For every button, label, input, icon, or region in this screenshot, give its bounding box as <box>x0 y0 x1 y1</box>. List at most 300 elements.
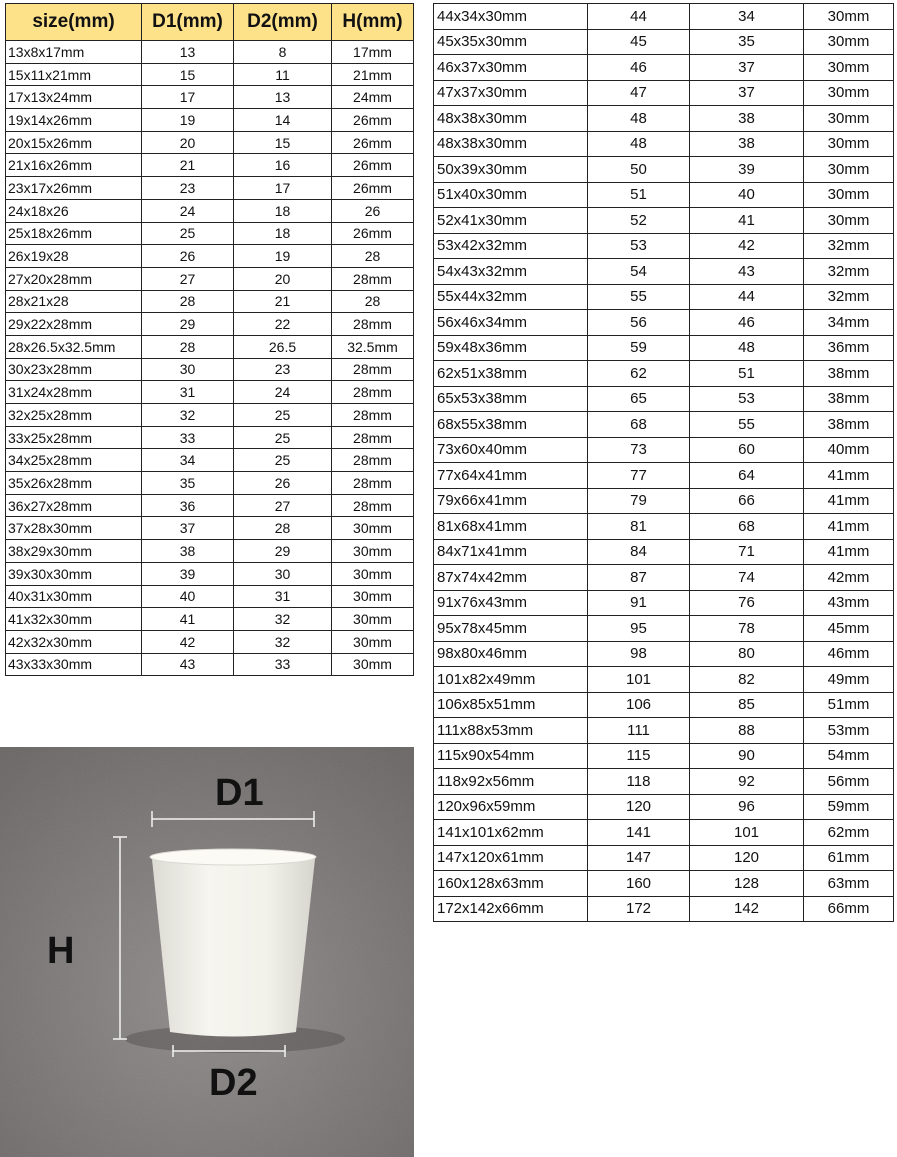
size-cell: 52x41x30mm <box>434 208 588 234</box>
size-cell: 20x15x26mm <box>6 131 142 154</box>
h-cell: 54mm <box>804 743 894 769</box>
h-cell: 28 <box>332 290 414 313</box>
h-cell: 30mm <box>332 517 414 540</box>
left-size-table <box>5 3 414 676</box>
h-cell: 56mm <box>804 769 894 795</box>
size-cell: 62x51x38mm <box>434 361 588 387</box>
d1-cell: 160 <box>588 871 690 897</box>
h-cell: 38mm <box>804 386 894 412</box>
d1-cell: 31 <box>142 381 234 404</box>
size-cell: 30x23x28mm <box>6 358 142 381</box>
table-row <box>6 199 414 222</box>
d1-cell: 23 <box>142 177 234 200</box>
table-row <box>6 41 414 64</box>
table-row <box>434 55 894 81</box>
size-cell: 19x14x26mm <box>6 109 142 132</box>
d1-cell: 59 <box>588 335 690 361</box>
d2-cell: 29 <box>234 540 332 563</box>
d2-cell: 25 <box>234 426 332 449</box>
table-row <box>434 871 894 897</box>
size-cell: 42x32x30mm <box>6 630 142 653</box>
table-row <box>434 565 894 591</box>
d2-cell: 120 <box>690 845 804 871</box>
size-cell: 147x120x61mm <box>434 845 588 871</box>
size-cell: 40x31x30mm <box>6 585 142 608</box>
d2-cell: 8 <box>234 41 332 64</box>
stopper-diagram <box>0 747 414 1157</box>
h-cell: 28mm <box>332 449 414 472</box>
size-cell: 31x24x28mm <box>6 381 142 404</box>
size-cell: 84x71x41mm <box>434 539 588 565</box>
h-cell: 32mm <box>804 284 894 310</box>
table-row <box>6 653 414 676</box>
d2-cell: 31 <box>234 585 332 608</box>
h-cell: 38mm <box>804 412 894 438</box>
table-row <box>6 86 414 109</box>
h-cell: 32mm <box>804 233 894 259</box>
table-row <box>434 157 894 183</box>
table-row <box>434 412 894 438</box>
d1-cell: 98 <box>588 641 690 667</box>
table-row <box>6 313 414 336</box>
size-cell: 13x8x17mm <box>6 41 142 64</box>
h-cell: 26mm <box>332 177 414 200</box>
h-cell: 24mm <box>332 86 414 109</box>
d2-cell: 25 <box>234 404 332 427</box>
d1-cell: 95 <box>588 616 690 642</box>
d1-cell: 20 <box>142 131 234 154</box>
h-cell: 59mm <box>804 794 894 820</box>
d1-label: D1 <box>215 772 264 814</box>
d2-cell: 33 <box>234 653 332 676</box>
table-row <box>434 437 894 463</box>
d2-cell: 96 <box>690 794 804 820</box>
table-row <box>434 310 894 336</box>
table-row <box>6 472 414 495</box>
d1-cell: 62 <box>588 361 690 387</box>
table-row <box>6 608 414 631</box>
d2-cell: 53 <box>690 386 804 412</box>
right-size-table <box>433 3 894 922</box>
h-cell: 28mm <box>332 381 414 404</box>
d2-cell: 15 <box>234 131 332 154</box>
h-cell: 30mm <box>332 653 414 676</box>
d2-cell: 35 <box>690 29 804 55</box>
h-cell: 21mm <box>332 63 414 86</box>
table-row <box>434 208 894 234</box>
size-cell: 46x37x30mm <box>434 55 588 81</box>
h-cell: 30mm <box>804 80 894 106</box>
size-cell: 118x92x56mm <box>434 769 588 795</box>
d2-cell: 68 <box>690 514 804 540</box>
table-row <box>6 267 414 290</box>
h-cell: 30mm <box>804 29 894 55</box>
h-cell: 46mm <box>804 641 894 667</box>
d2-cell: 74 <box>690 565 804 591</box>
table-row <box>6 381 414 404</box>
d2-cell: 23 <box>234 358 332 381</box>
table-row <box>434 845 894 871</box>
table-row <box>434 361 894 387</box>
d1-cell: 73 <box>588 437 690 463</box>
d1-cell: 53 <box>588 233 690 259</box>
h-cell: 36mm <box>804 335 894 361</box>
h-cell: 26 <box>332 199 414 222</box>
h-cell: 41mm <box>804 463 894 489</box>
table-row <box>6 494 414 517</box>
size-cell: 48x38x30mm <box>434 106 588 132</box>
d2-cell: 32 <box>234 608 332 631</box>
d2-cell: 16 <box>234 154 332 177</box>
header-h: H(mm) <box>332 4 414 41</box>
d2-cell: 41 <box>690 208 804 234</box>
size-cell: 54x43x32mm <box>434 259 588 285</box>
h-cell: 30mm <box>804 4 894 30</box>
d1-cell: 91 <box>588 590 690 616</box>
size-cell: 59x48x36mm <box>434 335 588 361</box>
d2-cell: 82 <box>690 667 804 693</box>
size-cell: 106x85x51mm <box>434 692 588 718</box>
size-cell: 25x18x26mm <box>6 222 142 245</box>
d1-cell: 101 <box>588 667 690 693</box>
h-cell: 40mm <box>804 437 894 463</box>
size-cell: 68x55x38mm <box>434 412 588 438</box>
d2-cell: 26 <box>234 472 332 495</box>
size-cell: 56x46x34mm <box>434 310 588 336</box>
table-row <box>6 290 414 313</box>
d1-cell: 141 <box>588 820 690 846</box>
stopper-top-rim <box>150 849 316 865</box>
d2-cell: 19 <box>234 245 332 268</box>
h-cell: 28 <box>332 245 414 268</box>
header-size: size(mm) <box>6 4 142 41</box>
table-row <box>6 358 414 381</box>
d1-cell: 33 <box>142 426 234 449</box>
d1-cell: 81 <box>588 514 690 540</box>
d1-cell: 35 <box>142 472 234 495</box>
d2-cell: 34 <box>690 4 804 30</box>
d2-cell: 71 <box>690 539 804 565</box>
h-cell: 26mm <box>332 154 414 177</box>
d2-cell: 32 <box>234 630 332 653</box>
h-cell: 62mm <box>804 820 894 846</box>
d2-cell: 24 <box>234 381 332 404</box>
h-cell: 30mm <box>332 630 414 653</box>
size-cell: 45x35x30mm <box>434 29 588 55</box>
table-row <box>434 692 894 718</box>
table-row <box>434 80 894 106</box>
table-row <box>434 896 894 922</box>
size-cell: 44x34x30mm <box>434 4 588 30</box>
table-row <box>6 585 414 608</box>
size-cell: 27x20x28mm <box>6 267 142 290</box>
h-cell: 28mm <box>332 404 414 427</box>
h-cell: 30mm <box>804 106 894 132</box>
size-cell: 65x53x38mm <box>434 386 588 412</box>
d2-cell: 25 <box>234 449 332 472</box>
d1-cell: 17 <box>142 86 234 109</box>
table-header-row <box>6 4 414 41</box>
h-cell: 26mm <box>332 131 414 154</box>
size-cell: 47x37x30mm <box>434 80 588 106</box>
h-cell: 32.5mm <box>332 335 414 358</box>
table-row <box>434 463 894 489</box>
d2-cell: 18 <box>234 222 332 245</box>
d1-cell: 26 <box>142 245 234 268</box>
table-row <box>434 131 894 157</box>
d1-cell: 42 <box>142 630 234 653</box>
h-cell: 30mm <box>804 131 894 157</box>
size-cell: 28x26.5x32.5mm <box>6 335 142 358</box>
h-cell: 41mm <box>804 488 894 514</box>
d2-cell: 11 <box>234 63 332 86</box>
d2-cell: 37 <box>690 55 804 81</box>
d2-cell: 46 <box>690 310 804 336</box>
d1-cell: 36 <box>142 494 234 517</box>
stopper-body <box>152 859 315 1037</box>
left-table-body <box>6 41 414 676</box>
size-cell: 98x80x46mm <box>434 641 588 667</box>
table-row <box>434 335 894 361</box>
h-cell: 63mm <box>804 871 894 897</box>
d1-cell: 111 <box>588 718 690 744</box>
h-cell: 42mm <box>804 565 894 591</box>
d2-cell: 44 <box>690 284 804 310</box>
d1-cell: 46 <box>588 55 690 81</box>
d1-cell: 147 <box>588 845 690 871</box>
h-cell: 30mm <box>332 608 414 631</box>
d2-cell: 21 <box>234 290 332 313</box>
h-cell: 28mm <box>332 472 414 495</box>
d2-cell: 43 <box>690 259 804 285</box>
d1-cell: 38 <box>142 540 234 563</box>
d2-cell: 60 <box>690 437 804 463</box>
d1-cell: 37 <box>142 517 234 540</box>
table-row <box>6 131 414 154</box>
d2-cell: 42 <box>690 233 804 259</box>
h-cell: 32mm <box>804 259 894 285</box>
h-cell: 34mm <box>804 310 894 336</box>
size-cell: 160x128x63mm <box>434 871 588 897</box>
d1-cell: 28 <box>142 335 234 358</box>
size-cell: 35x26x28mm <box>6 472 142 495</box>
header-d1: D1(mm) <box>142 4 234 41</box>
table-row <box>434 29 894 55</box>
table-row <box>6 109 414 132</box>
size-cell: 79x66x41mm <box>434 488 588 514</box>
d2-cell: 14 <box>234 109 332 132</box>
size-cell: 91x76x43mm <box>434 590 588 616</box>
d2-cell: 76 <box>690 590 804 616</box>
size-cell: 23x17x26mm <box>6 177 142 200</box>
size-cell: 115x90x54mm <box>434 743 588 769</box>
d1-cell: 106 <box>588 692 690 718</box>
d1-cell: 40 <box>142 585 234 608</box>
table-row <box>6 222 414 245</box>
h-cell: 28mm <box>332 494 414 517</box>
d1-cell: 52 <box>588 208 690 234</box>
header-d2: D2(mm) <box>234 4 332 41</box>
d1-cell: 24 <box>142 199 234 222</box>
d1-cell: 84 <box>588 539 690 565</box>
d2-cell: 92 <box>690 769 804 795</box>
d1-cell: 120 <box>588 794 690 820</box>
size-cell: 15x11x21mm <box>6 63 142 86</box>
table-row <box>434 616 894 642</box>
d2-cell: 38 <box>690 131 804 157</box>
d1-cell: 27 <box>142 267 234 290</box>
d2-cell: 27 <box>234 494 332 517</box>
h-cell: 45mm <box>804 616 894 642</box>
table-row <box>6 335 414 358</box>
h-cell: 38mm <box>804 361 894 387</box>
size-cell: 81x68x41mm <box>434 514 588 540</box>
h-cell: 41mm <box>804 514 894 540</box>
h-cell: 30mm <box>804 157 894 183</box>
table-row <box>434 514 894 540</box>
d2-cell: 55 <box>690 412 804 438</box>
d2-cell: 142 <box>690 896 804 922</box>
size-cell: 55x44x32mm <box>434 284 588 310</box>
table-row <box>434 386 894 412</box>
size-cell: 73x60x40mm <box>434 437 588 463</box>
h-cell: 28mm <box>332 358 414 381</box>
h-cell: 30mm <box>804 208 894 234</box>
d1-cell: 39 <box>142 562 234 585</box>
d2-cell: 22 <box>234 313 332 336</box>
table-row <box>6 540 414 563</box>
d1-cell: 32 <box>142 404 234 427</box>
table-row <box>434 743 894 769</box>
table-row <box>6 517 414 540</box>
size-cell: 24x18x26 <box>6 199 142 222</box>
d1-cell: 48 <box>588 131 690 157</box>
size-cell: 50x39x30mm <box>434 157 588 183</box>
size-cell: 39x30x30mm <box>6 562 142 585</box>
d1-cell: 15 <box>142 63 234 86</box>
table-row <box>434 641 894 667</box>
d2-cell: 13 <box>234 86 332 109</box>
size-cell: 32x25x28mm <box>6 404 142 427</box>
d2-cell: 78 <box>690 616 804 642</box>
d1-cell: 28 <box>142 290 234 313</box>
size-cell: 95x78x45mm <box>434 616 588 642</box>
d1-cell: 68 <box>588 412 690 438</box>
d2-cell: 128 <box>690 871 804 897</box>
d1-cell: 48 <box>588 106 690 132</box>
table-row <box>6 177 414 200</box>
h-cell: 53mm <box>804 718 894 744</box>
d1-cell: 44 <box>588 4 690 30</box>
size-cell: 53x42x32mm <box>434 233 588 259</box>
table-row <box>434 590 894 616</box>
d1-cell: 77 <box>588 463 690 489</box>
size-cell: 37x28x30mm <box>6 517 142 540</box>
d1-cell: 118 <box>588 769 690 795</box>
d2-cell: 88 <box>690 718 804 744</box>
d1-cell: 25 <box>142 222 234 245</box>
h-cell: 26mm <box>332 109 414 132</box>
h-cell: 66mm <box>804 896 894 922</box>
size-cell: 17x13x24mm <box>6 86 142 109</box>
d2-cell: 20 <box>234 267 332 290</box>
d1-cell: 13 <box>142 41 234 64</box>
size-cell: 111x88x53mm <box>434 718 588 744</box>
table-row <box>6 154 414 177</box>
d2-label: D2 <box>209 1062 258 1104</box>
d2-cell: 18 <box>234 199 332 222</box>
d1-cell: 51 <box>588 182 690 208</box>
h-cell: 17mm <box>332 41 414 64</box>
d2-cell: 28 <box>234 517 332 540</box>
d2-cell: 66 <box>690 488 804 514</box>
d1-cell: 43 <box>142 653 234 676</box>
size-cell: 120x96x59mm <box>434 794 588 820</box>
h-cell: 51mm <box>804 692 894 718</box>
right-table-body <box>434 4 894 922</box>
table-row <box>6 630 414 653</box>
d1-cell: 115 <box>588 743 690 769</box>
d1-cell: 47 <box>588 80 690 106</box>
size-cell: 141x101x62mm <box>434 820 588 846</box>
h-cell: 28mm <box>332 313 414 336</box>
size-cell: 101x82x49mm <box>434 667 588 693</box>
d2-cell: 17 <box>234 177 332 200</box>
d1-cell: 41 <box>142 608 234 631</box>
table-row <box>434 794 894 820</box>
d2-cell: 80 <box>690 641 804 667</box>
h-cell: 43mm <box>804 590 894 616</box>
d2-cell: 38 <box>690 106 804 132</box>
d2-cell: 30 <box>234 562 332 585</box>
d1-cell: 65 <box>588 386 690 412</box>
h-cell: 30mm <box>804 55 894 81</box>
table-row <box>434 820 894 846</box>
table-row <box>434 769 894 795</box>
table-row <box>6 404 414 427</box>
h-cell: 30mm <box>332 585 414 608</box>
d1-cell: 30 <box>142 358 234 381</box>
size-cell: 34x25x28mm <box>6 449 142 472</box>
size-cell: 48x38x30mm <box>434 131 588 157</box>
size-cell: 26x19x28 <box>6 245 142 268</box>
h-cell: 30mm <box>804 182 894 208</box>
table-row <box>434 718 894 744</box>
h-cell: 28mm <box>332 426 414 449</box>
size-cell: 36x27x28mm <box>6 494 142 517</box>
d2-cell: 39 <box>690 157 804 183</box>
d2-cell: 64 <box>690 463 804 489</box>
table-row <box>434 284 894 310</box>
d1-cell: 56 <box>588 310 690 336</box>
h-cell: 41mm <box>804 539 894 565</box>
table-row <box>6 245 414 268</box>
d1-cell: 19 <box>142 109 234 132</box>
h-cell: 30mm <box>332 562 414 585</box>
size-cell: 29x22x28mm <box>6 313 142 336</box>
table-row <box>6 562 414 585</box>
size-cell: 21x16x26mm <box>6 154 142 177</box>
d2-cell: 26.5 <box>234 335 332 358</box>
h-cell: 28mm <box>332 267 414 290</box>
size-cell: 51x40x30mm <box>434 182 588 208</box>
d2-cell: 90 <box>690 743 804 769</box>
d2-cell: 85 <box>690 692 804 718</box>
d1-cell: 172 <box>588 896 690 922</box>
table-row <box>434 539 894 565</box>
table-row <box>6 63 414 86</box>
table-row <box>434 4 894 30</box>
